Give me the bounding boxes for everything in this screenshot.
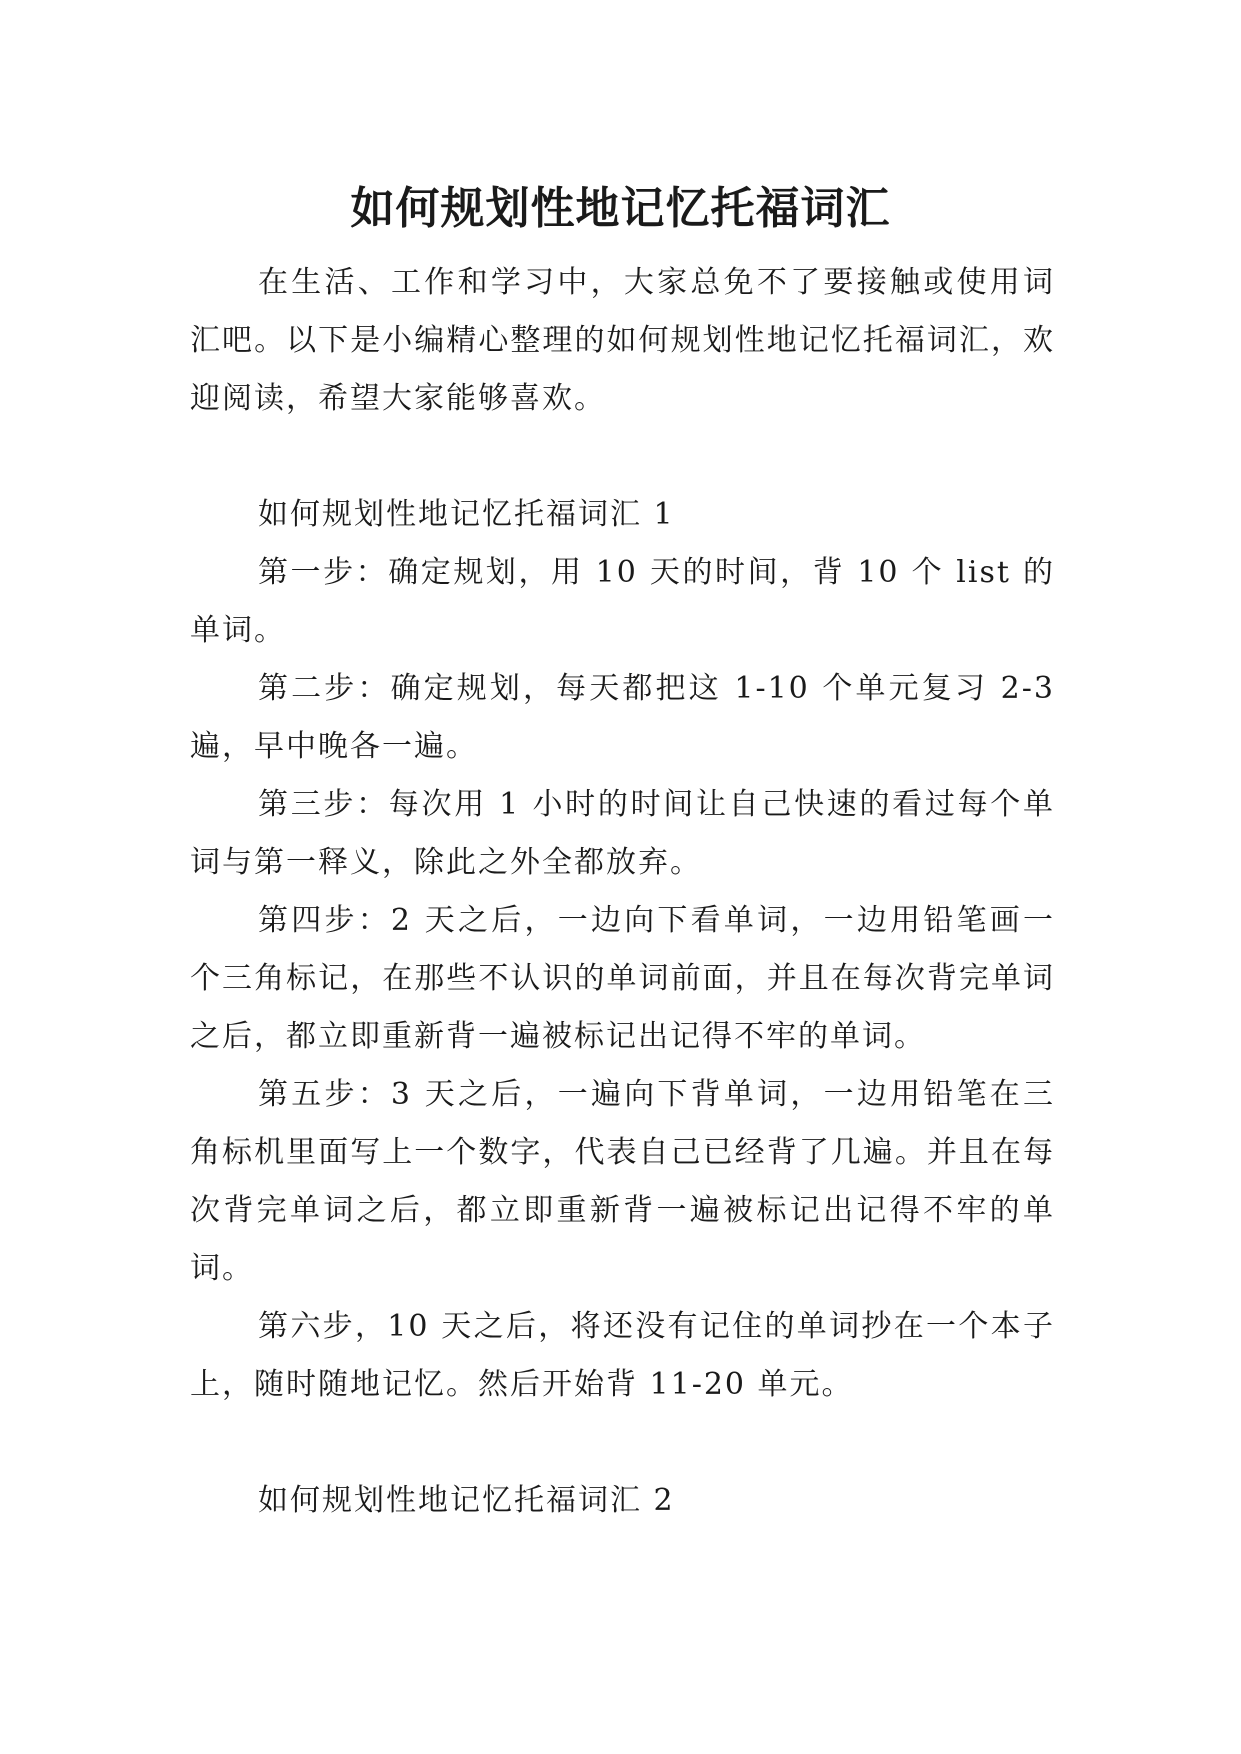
document-body xyxy=(190,254,1055,1530)
document-title: 如何规划性地记忆托福词汇 xyxy=(350,183,891,235)
step-4-paragraph: 第四步：2 天之后，一边向下看单词，一边用铅笔画一个三角标记，在那些不认识的单词前面，并且在每次背完单词之后，都立即重新背一遍被标记出记得不牢的单词。 xyxy=(190,903,1055,1054)
step-3-paragraph: 第三步：每次用 1 小时的时间让自己快速的看过每个单词与第一释义，除此之外全都放弃。 xyxy=(190,787,1055,880)
step-1-paragraph: 第一步：确定规划，用 10 天的时间，背 10 个 list 的单词。 xyxy=(190,555,1055,648)
section-heading-1: 如何规划性地记忆托福词汇 1 xyxy=(258,497,675,532)
step-6-paragraph: 第六步，10 天之后，将还没有记住的单词抄在一个本子上，随时随地记忆。然后开始背 11-20 单元。 xyxy=(190,1309,1055,1402)
section-heading-2: 如何规划性地记忆托福词汇 2 xyxy=(258,1483,675,1518)
intro-paragraph: 在生活、工作和学习中，大家总免不了要接触或使用词汇吧。以下是小编精心整理的如何规划性地记忆托福词汇，欢迎阅读，希望大家能够喜欢。 xyxy=(190,265,1055,416)
step-2-paragraph: 第二步：确定规划，每天都把这 1-10 个单元复习 2-3 遍，早中晚各一遍。 xyxy=(190,671,1055,764)
paragraph-gap xyxy=(190,1414,1055,1472)
paragraph-gap xyxy=(190,428,1055,486)
step-5-paragraph: 第五步：3 天之后，一遍向下背单词，一边用铅笔在三角标机里面写上一个数字，代表自己已经背了几遍。并且在每次背完单词之后，都立即重新背一遍被标记出记得不牢的单词。 xyxy=(190,1077,1055,1286)
